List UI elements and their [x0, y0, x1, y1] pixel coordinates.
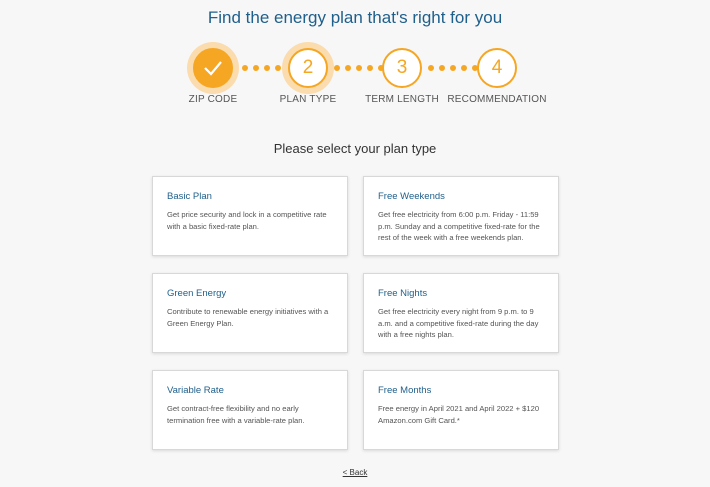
plan-title: Free Months	[378, 385, 432, 396]
page-title: Find the energy plan that's right for you	[207, 8, 503, 27]
step-label: ZIP CODE	[188, 94, 238, 105]
step-complete-circle	[193, 48, 233, 88]
plan-description: Get contract-free flexibility and no early termination free with a variable-rate plan.	[167, 404, 305, 425]
step-connector	[428, 65, 478, 71]
progress-stepper	[0, 48, 710, 118]
plan-description: Get price security and lock in a competitive rate with a basic fixed-rate plan.	[167, 210, 327, 231]
plan-title: Free Nights	[378, 288, 428, 299]
step-number: 4	[477, 48, 517, 88]
plan-card-free-nights[interactable]	[363, 273, 559, 353]
step-connector	[334, 65, 384, 71]
plan-card-green-energy[interactable]	[152, 273, 348, 353]
plan-description: Get free electricity every night from 9 p.m. to 9 a.m. and a competitive fixed-rate during the day with a free nights plan.	[378, 307, 539, 339]
plan-title: Variable Rate	[167, 385, 224, 396]
plan-card-basic[interactable]	[152, 176, 348, 256]
step-label: RECOMMENDATION	[447, 94, 547, 105]
section-subtitle: Please select your plan type	[273, 141, 437, 156]
plan-description: Free energy in April 2021 and April 2022 + $120 Amazon.com Gift Card.*	[378, 404, 540, 425]
checkmark-icon	[203, 59, 223, 77]
plan-card-variable-rate[interactable]	[152, 370, 348, 450]
plan-card-free-weekends[interactable]	[363, 176, 559, 256]
back-link[interactable]: < Back	[342, 468, 368, 477]
step-number: 2	[288, 48, 328, 88]
step-number: 3	[382, 48, 422, 88]
plan-description: Contribute to renewable energy initiatives with a Green Energy Plan.	[167, 307, 329, 328]
plan-title: Basic Plan	[167, 191, 212, 202]
plan-card-free-months[interactable]	[363, 370, 559, 450]
step-label: PLAN TYPE	[279, 94, 337, 105]
step-label: TERM LENGTH	[365, 94, 439, 105]
plan-title: Green Energy	[167, 288, 227, 299]
plan-title: Free Weekends	[378, 191, 445, 202]
plan-description: Get free electricity from 6:00 p.m. Friday - 11:59 p.m. Sunday and a competitive fixed-rate for the rest of the week with a free weekends plan.	[378, 210, 540, 242]
